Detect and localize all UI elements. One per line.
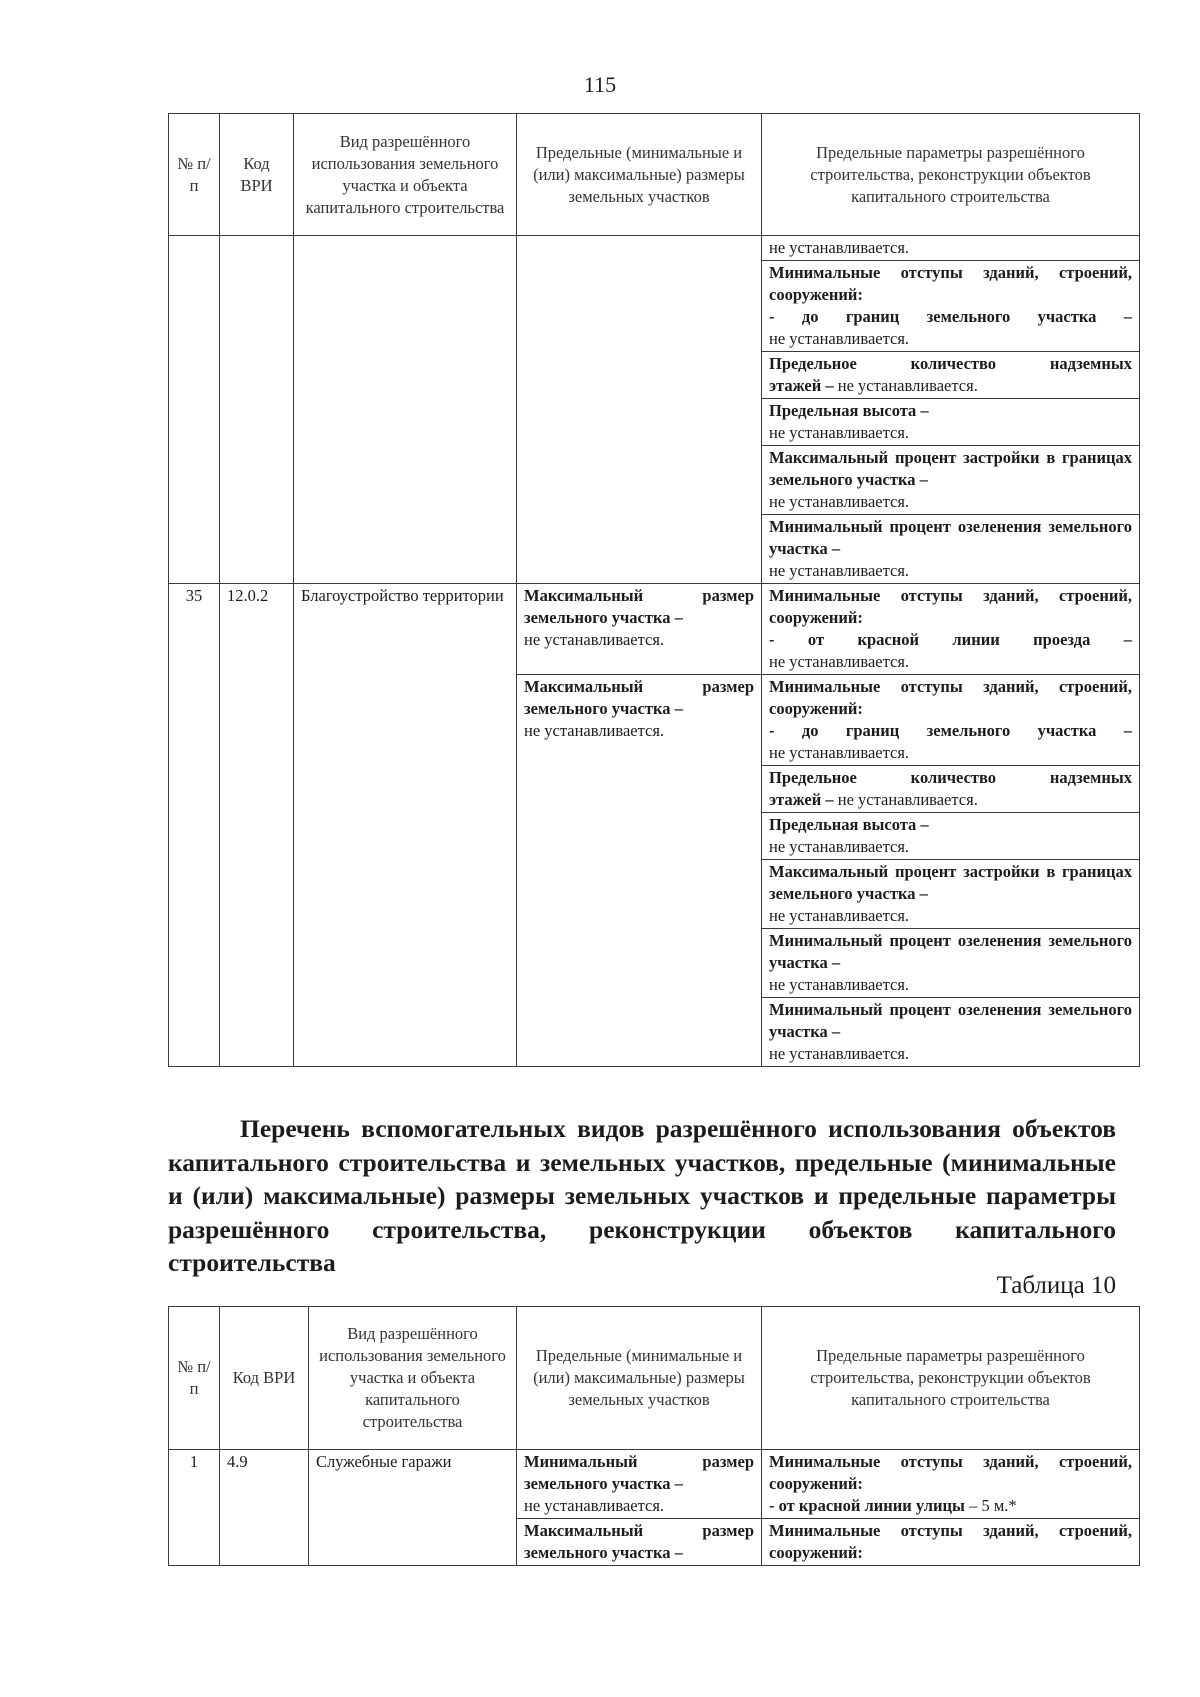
table-header-row (169, 1307, 1140, 1450)
header-type: Вид разрешённого использования земельного участка и объекта капитального строительства (309, 1307, 517, 1450)
row-number: 1 (169, 1450, 220, 1566)
param-cell: Минимальные отступы зданий, строений, сооружений: - до границ земельного участка – не устанавливается. (762, 675, 1140, 766)
regulations-table-continued (168, 113, 1140, 1067)
row-number: 35 (169, 584, 220, 1067)
header-num: № п/п (169, 114, 220, 236)
table-caption: Таблица 10 (996, 1272, 1116, 1299)
param-cell: Минимальные отступы зданий, строений, сооружений: (762, 1519, 1140, 1566)
param-cell: Минимальные отступы зданий, строений, сооружений: - от красной линии улицы – 5 м.* (762, 1450, 1140, 1519)
header-code: Код ВРИ (220, 114, 294, 236)
header-sizes: Предельные (минимальные и (или) максимальные) размеры земельных участков (517, 114, 762, 236)
param-cell: Минимальные отступы зданий, строений, сооружений: - от красной линии проезда – не устанавливается. (762, 584, 1140, 675)
header-sizes: Предельные (минимальные и (или) максимальные) размеры земельных участков (517, 1307, 762, 1450)
param-cell: Предельное количество надземных этажей – не устанавливается. (762, 352, 1140, 399)
header-code: Код ВРИ (220, 1307, 309, 1450)
size-cell: Минимальный размер земельного участка – не устанавливается. (517, 1450, 762, 1519)
table-row-35 (169, 584, 1140, 675)
table-header-row (169, 114, 1140, 236)
size-cell: Максимальный размер земельного участка – не устанавливается. (517, 584, 762, 675)
row-code: 12.0.2 (220, 584, 294, 1067)
param-cell: Минимальный процент озеленения земельного участка – не устанавливается. (762, 515, 1140, 584)
param-cell: Предельная высота – не устанавливается. (762, 813, 1140, 860)
param-cell: Предельное количество надземных этажей – не устанавливается. (762, 766, 1140, 813)
param-cell: не устанавливается. (762, 236, 1140, 261)
header-type: Вид разрешённого использования земельного участка и объекта капитального строительства (294, 114, 517, 236)
row-type: Благоустройство территории (294, 584, 517, 1067)
param-cell: Минимальный процент озеленения земельного участка – не устанавливается. (762, 998, 1140, 1067)
size-cell: Максимальный размер земельного участка – (517, 1519, 762, 1566)
param-cell: Минимальный процент озеленения земельного участка – не устанавливается. (762, 929, 1140, 998)
param-cell: Максимальный процент застройки в границах земельного участка – не устанавливается. (762, 860, 1140, 929)
table-row (169, 1450, 1140, 1519)
auxiliary-uses-table (168, 1306, 1140, 1566)
table-row (169, 236, 1140, 261)
header-params: Предельные параметры разрешённого строительства, реконструкции объектов капитального строительства (762, 1307, 1140, 1450)
header-num: № п/п (169, 1307, 220, 1450)
row-type: Служебные гаражи (309, 1450, 517, 1566)
param-cell: Минимальные отступы зданий, строений, сооружений: - до границ земельного участка – не устанавливается. (762, 261, 1140, 352)
page-number: 115 (583, 72, 617, 97)
row-code: 4.9 (220, 1450, 309, 1566)
param-cell: Максимальный процент застройки в границах земельного участка – не устанавливается. (762, 446, 1140, 515)
section-heading: Перечень вспомогательных видов разрешённого использования объектов капитального строительства и земельных участков, предельные (минимальные и (или) максимальные) размеры земельных участков и предельные параметры разрешённого строительства, реконструкции объектов капитального строительства (168, 1114, 1116, 1277)
param-cell: Предельная высота – не устанавливается. (762, 399, 1140, 446)
size-cell: Максимальный размер земельного участка – не устанавливается. (517, 675, 762, 1067)
header-params: Предельные параметры разрешённого строительства, реконструкции объектов капитального строительства (762, 114, 1140, 236)
